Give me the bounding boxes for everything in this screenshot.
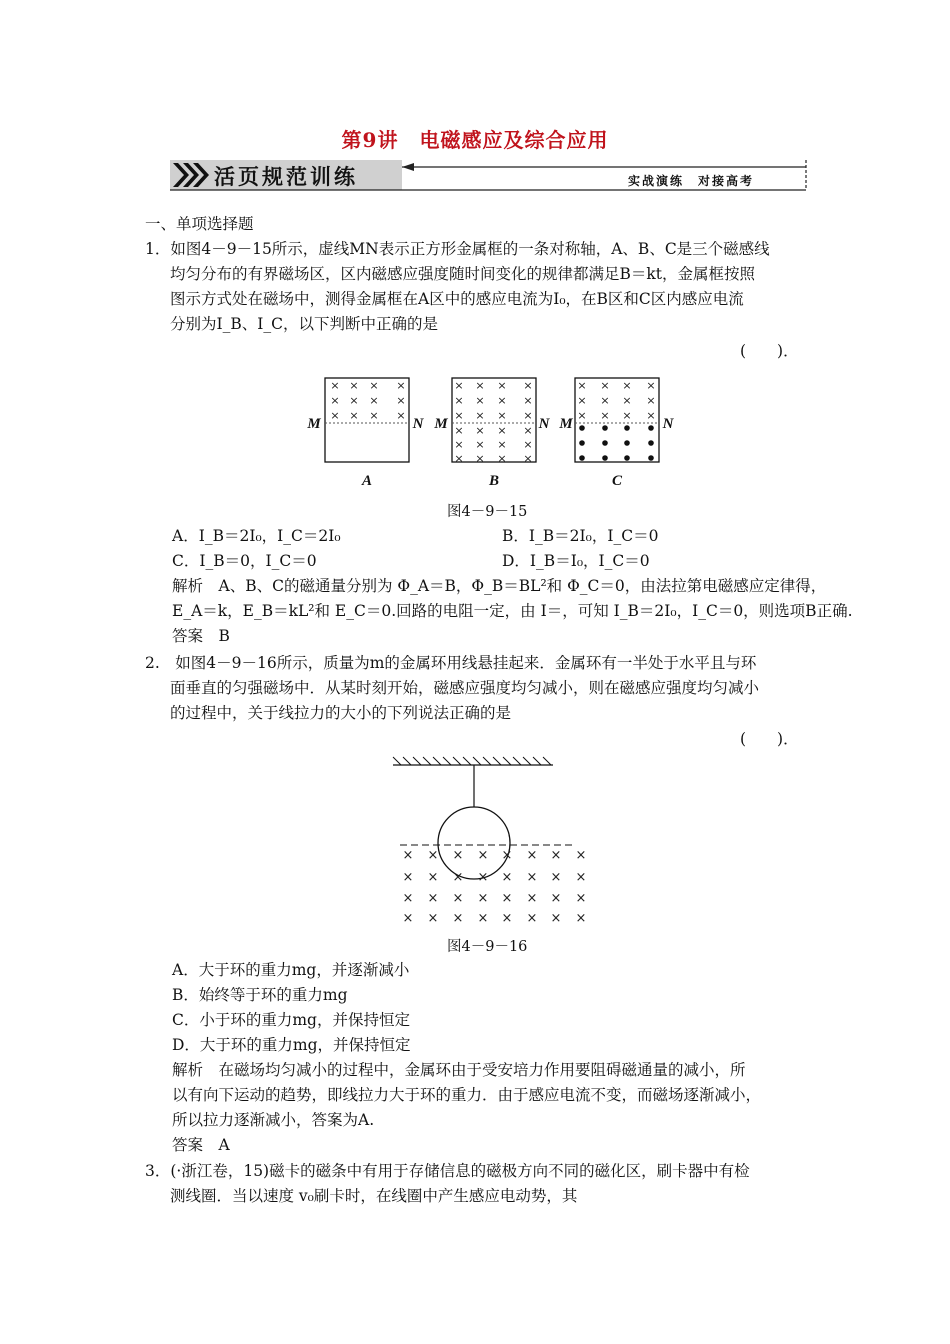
svg-text:×: × (330, 394, 340, 407)
q1-line: 分别为I_B、I_C，以下判断中正确的是 (170, 315, 438, 333)
svg-text:×: × (475, 409, 485, 422)
label-m: M (307, 416, 321, 432)
svg-text:×: × (523, 452, 533, 465)
svg-text:×: × (349, 379, 359, 392)
svg-text:×: × (646, 409, 656, 422)
svg-text:×: × (452, 911, 464, 926)
svg-text:×: × (497, 379, 507, 392)
svg-text:×: × (575, 891, 587, 906)
svg-text:×: × (497, 394, 507, 407)
q1-option-c: C．I_B＝0，I_C＝0 (172, 552, 317, 570)
figure-caption: 图4－9－15 (447, 504, 528, 520)
svg-text:×: × (550, 848, 562, 863)
svg-text:×: × (501, 891, 513, 906)
svg-text:×: × (349, 409, 359, 422)
svg-text:×: × (526, 848, 538, 863)
svg-text:×: × (550, 870, 562, 885)
svg-text:×: × (550, 891, 562, 906)
svg-text:×: × (575, 870, 587, 885)
svg-text:×: × (396, 379, 406, 392)
svg-text:×: × (475, 394, 485, 407)
svg-text:×: × (369, 379, 379, 392)
svg-text:×: × (523, 438, 533, 451)
q2-bracket: ( )． (740, 730, 799, 748)
svg-text:×: × (454, 452, 464, 465)
q2-line: 2. 如图4－9－16所示，质量为m的金属环用线悬挂起来．金属环有一半处于水平且与环 (145, 654, 757, 672)
svg-text:×: × (454, 424, 464, 437)
svg-text:×: × (330, 379, 340, 392)
svg-text:×: × (396, 394, 406, 407)
svg-text:×: × (523, 409, 533, 422)
svg-text:×: × (646, 379, 656, 392)
svg-text:×: × (475, 438, 485, 451)
svg-text:×: × (402, 848, 414, 863)
figure-caption: 图4－9－16 (447, 939, 528, 955)
svg-text:×: × (577, 394, 587, 407)
q1-answer: 答案 B (172, 627, 230, 645)
label-b: B (488, 473, 500, 489)
svg-text:×: × (369, 409, 379, 422)
svg-text:×: × (497, 424, 507, 437)
q2-answer: 答案 A (172, 1136, 230, 1154)
q1-option-a: A．I_B＝2I₀，I_C＝2I₀ (172, 527, 341, 545)
svg-text:×: × (575, 911, 587, 926)
svg-text:×: × (452, 848, 464, 863)
label-a: A (361, 473, 373, 489)
svg-text:×: × (523, 394, 533, 407)
field-b-crosses (454, 379, 532, 465)
q1-line: 1．如图4－9－15所示，虚线MN表示正方形金属框的一条对称轴，A、B、C是三个磁感线 (145, 240, 770, 258)
figure-4-9-16 (385, 755, 595, 930)
label-m: M (559, 416, 573, 432)
field-c-dots (579, 425, 654, 461)
q2-analysis: 所以拉力逐渐减小，答案为A. (172, 1111, 375, 1129)
svg-text:×: × (396, 409, 406, 422)
field-c-crosses (577, 379, 655, 422)
svg-text:×: × (526, 891, 538, 906)
banner-right-text: 实战演练 对接高考 (628, 174, 755, 188)
q2-line: 面垂直的匀强磁场中．从某时刻开始，磁感应强度均匀减小，则在磁感应强度均匀减小 (170, 679, 760, 697)
svg-text:×: × (646, 394, 656, 407)
svg-text:×: × (575, 848, 587, 863)
svg-text:×: × (402, 891, 414, 906)
svg-text:×: × (427, 911, 439, 926)
q2-option-d: D．大于环的重力mg，并保持恒定 (172, 1036, 411, 1054)
q3-line: 3．(·浙江卷，15)磁卡的磁条中有用于存储信息的磁极方向不同的磁化区，刷卡器中有检 (145, 1162, 750, 1180)
practice-banner (170, 158, 808, 192)
svg-text:×: × (477, 891, 489, 906)
q1-line: 图示方式处在磁场中，测得金属框在A区中的感应电流为I₀，在B区和C区内感应电流 (170, 290, 744, 308)
svg-text:×: × (402, 870, 414, 885)
svg-text:×: × (452, 870, 464, 885)
svg-text:×: × (550, 911, 562, 926)
svg-text:×: × (475, 452, 485, 465)
svg-text:×: × (477, 911, 489, 926)
svg-text:×: × (526, 911, 538, 926)
svg-text:×: × (427, 891, 439, 906)
svg-text:×: × (600, 394, 610, 407)
label-m: M (434, 416, 448, 432)
svg-text:×: × (427, 870, 439, 885)
svg-text:×: × (454, 438, 464, 451)
page-title: 第9讲 电磁感应及综合应用 (341, 128, 609, 152)
banner-left-text: 活页规范训练 (214, 165, 358, 189)
q3-line: 测线圈．当以速度 v₀刷卡时，在线圈中产生感应电动势，其 (170, 1187, 578, 1205)
svg-text:×: × (622, 394, 632, 407)
svg-text:×: × (577, 409, 587, 422)
label-n: N (662, 416, 674, 432)
svg-text:×: × (477, 870, 489, 885)
svg-text:×: × (452, 891, 464, 906)
section-heading: 一、单项选择题 (145, 215, 254, 233)
svg-text:×: × (349, 394, 359, 407)
svg-text:×: × (477, 848, 489, 863)
svg-text:×: × (454, 379, 464, 392)
label-n: N (412, 416, 424, 432)
q2-option-a: A．大于环的重力mg，并逐渐减小 (172, 961, 410, 979)
label-n: N (538, 416, 550, 432)
svg-text:×: × (501, 870, 513, 885)
svg-text:×: × (369, 394, 379, 407)
svg-text:×: × (523, 424, 533, 437)
svg-text:×: × (501, 848, 513, 863)
svg-text:×: × (622, 379, 632, 392)
svg-text:×: × (330, 409, 340, 422)
svg-text:×: × (475, 424, 485, 437)
svg-text:×: × (600, 409, 610, 422)
svg-text:×: × (526, 870, 538, 885)
q2-option-b: B．始终等于环的重力mg (172, 986, 348, 1004)
svg-text:×: × (523, 379, 533, 392)
q2-option-c: C．小于环的重力mg，并保持恒定 (172, 1011, 410, 1029)
svg-text:×: × (497, 409, 507, 422)
q2-line: 的过程中，关于线拉力的大小的下列说法正确的是 (170, 704, 512, 722)
svg-text:×: × (600, 379, 610, 392)
svg-text:×: × (454, 394, 464, 407)
svg-text:×: × (622, 409, 632, 422)
q2-analysis: 以有向下运动的趋势，即线拉力大于环的重力．由于感应电流不变，而磁场逐渐减小， (172, 1086, 762, 1104)
svg-text:×: × (402, 911, 414, 926)
svg-text:×: × (501, 911, 513, 926)
metal-ring (438, 807, 510, 879)
svg-text:×: × (427, 848, 439, 863)
svg-text:×: × (475, 379, 485, 392)
q1-analysis: 解析 A、B、C的磁通量分别为 Φ_A＝B，Φ_B＝BL²和 Φ_C＝0，由法拉第电磁感应定律得， (172, 577, 827, 595)
q1-option-b: B．I_B＝2I₀，I_C＝0 (502, 527, 659, 545)
q2-analysis: 解析 在磁场均匀减小的过程中，金属环由于受安培力作用要阻碍磁通量的减小，所 (172, 1061, 746, 1079)
field-crosses (403, 848, 587, 926)
q1-option-d: D．I_B＝I₀，I_C＝0 (502, 552, 650, 570)
arrow-left-icon (402, 163, 414, 171)
svg-text:×: × (497, 452, 507, 465)
svg-text:×: × (497, 438, 507, 451)
svg-text:×: × (454, 409, 464, 422)
q1-bracket: ( )． (740, 342, 799, 360)
svg-text:×: × (577, 379, 587, 392)
q1-line: 均匀分布的有界磁场区，区内磁感应强度随时间变化的规律都满足B＝kt，金属框按照 (170, 265, 756, 283)
ceiling-hatching (393, 757, 551, 765)
label-c: C (611, 473, 623, 489)
figure-4-9-15 (300, 372, 690, 494)
q1-analysis: E_A＝k，E_B＝kL²和 E_C＝0.回路的电阻一定，由 I＝，可知 I_B＝2I₀，I_C＝0，则选项B正确. (172, 602, 853, 620)
field-a-crosses (330, 379, 405, 422)
